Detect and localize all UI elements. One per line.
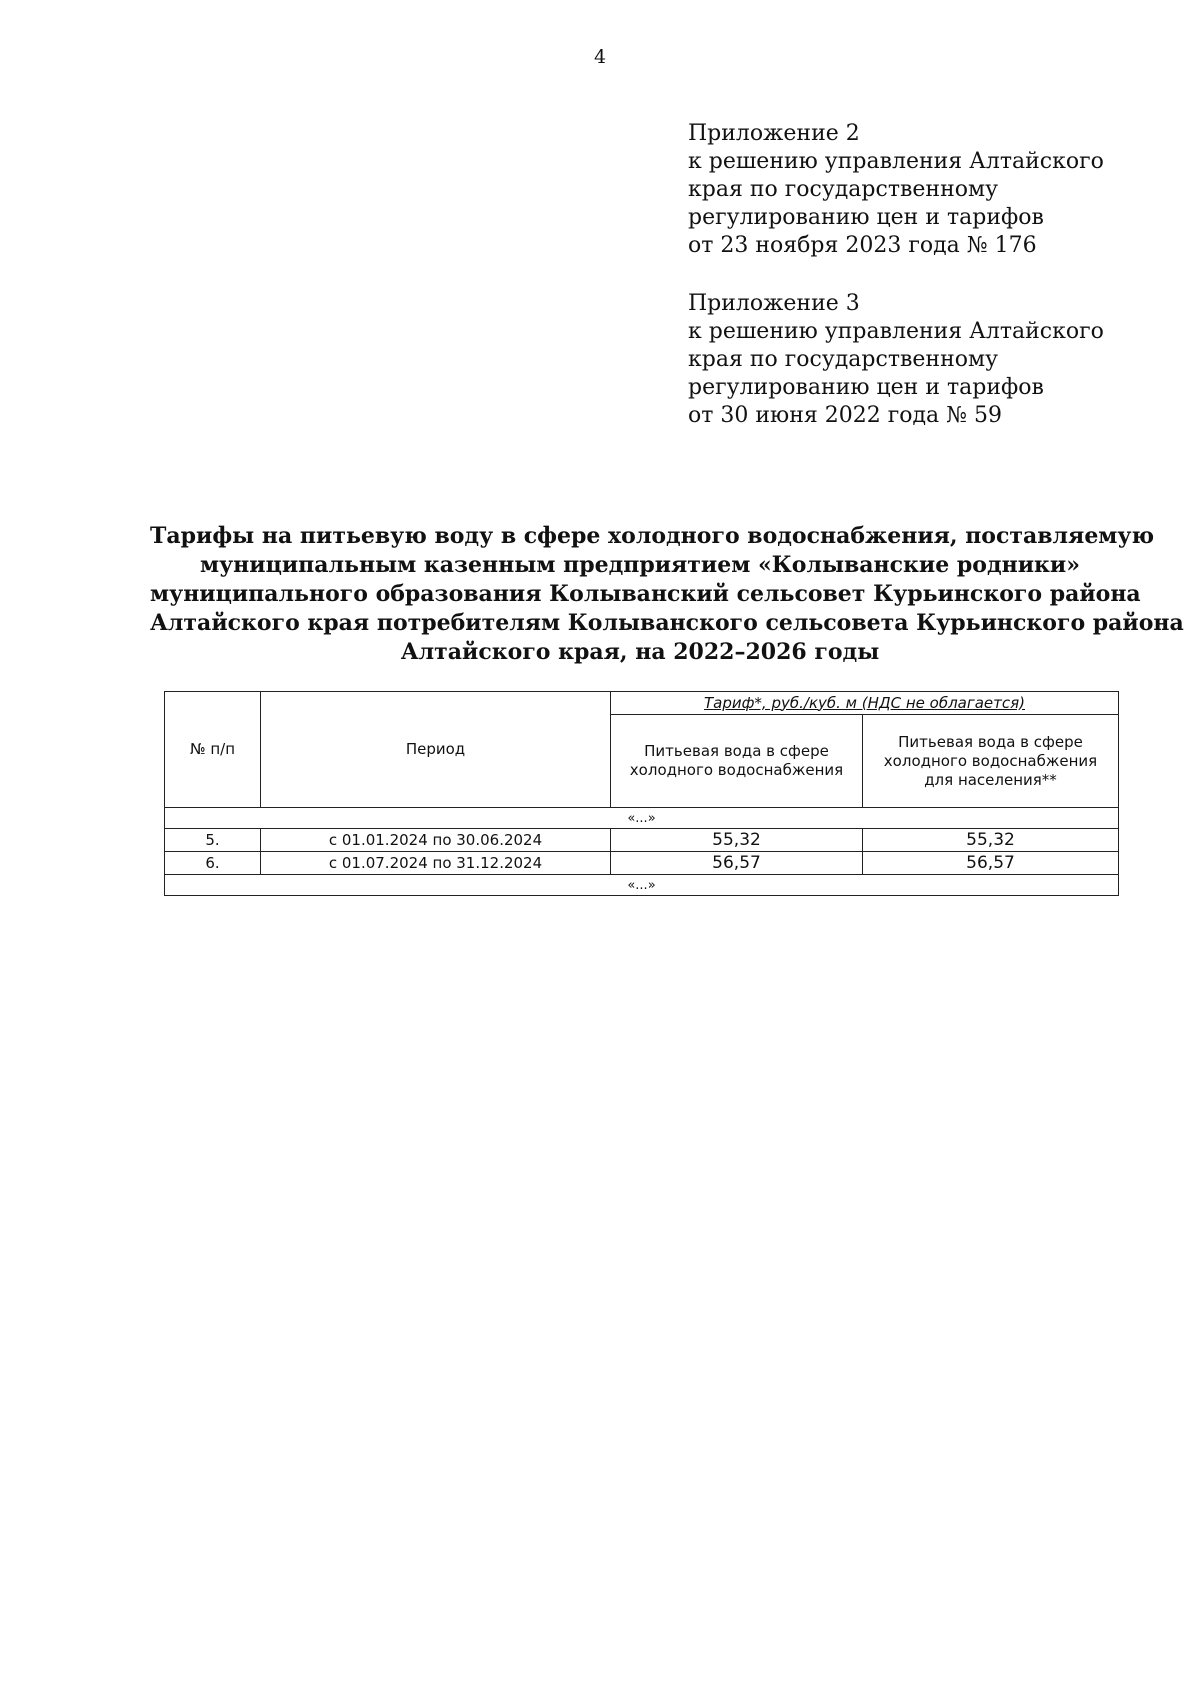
row-tariff2: 56,57 bbox=[863, 852, 1119, 875]
title-line: муниципальным казенным предприятием «Колыванские родники» bbox=[199, 552, 1081, 578]
table-header-row bbox=[165, 692, 1119, 715]
annex-2-header bbox=[688, 120, 1168, 260]
tariff-table bbox=[164, 691, 1119, 896]
ellipsis-row bbox=[165, 808, 1119, 829]
page-number: 4 bbox=[593, 46, 607, 68]
annex-3-header bbox=[688, 290, 1168, 430]
row-tariff2: 55,32 bbox=[863, 829, 1119, 852]
annex-date-line: от 23 ноября 2023 года № 176 bbox=[688, 233, 1037, 258]
annex-line: регулированию цен и тарифов bbox=[688, 375, 1044, 400]
header-period: Период bbox=[261, 692, 611, 808]
row-num: 5. bbox=[165, 829, 261, 852]
annex-title: Приложение 2 bbox=[688, 121, 860, 146]
table-row bbox=[165, 852, 1119, 875]
row-num: 6. bbox=[165, 852, 261, 875]
annex-title: Приложение 3 bbox=[688, 291, 860, 316]
header-tariff-col1: Питьевая вода в сфере холодного водоснабжения bbox=[611, 715, 863, 808]
annex-line: к решению управления Алтайского bbox=[688, 319, 1104, 344]
title-line: Алтайского края, на 2022–2026 годы bbox=[400, 639, 880, 665]
annex-date-line: от 30 июня 2022 года № 59 bbox=[688, 403, 1002, 428]
header-tariff-group bbox=[611, 692, 1119, 715]
document-title bbox=[150, 522, 1184, 667]
header-tariff-group-text: Тариф*, руб./куб. м (НДС не облагается) bbox=[703, 693, 1026, 712]
title-line: муниципального образования Колыванский сельсовет Курьинского района bbox=[150, 581, 1141, 607]
table-row bbox=[165, 829, 1119, 852]
annex-line: края по государственному bbox=[688, 177, 999, 202]
annex-line: края по государственному bbox=[688, 347, 999, 372]
ellipsis-cell: «...» bbox=[165, 875, 1119, 896]
ellipsis-cell: «...» bbox=[165, 808, 1119, 829]
title-line: Алтайского края потребителям Колыванского сельсовета Курьинского района bbox=[150, 610, 1184, 636]
header-num: № п/п bbox=[165, 692, 261, 808]
header-tariff-col2: Питьевая вода в сфере холодного водоснабжения для населения** bbox=[863, 715, 1119, 808]
row-period: с 01.01.2024 по 30.06.2024 bbox=[261, 829, 611, 852]
row-tariff1: 56,57 bbox=[611, 852, 863, 875]
row-period: с 01.07.2024 по 31.12.2024 bbox=[261, 852, 611, 875]
row-tariff1: 55,32 bbox=[611, 829, 863, 852]
annex-line: регулированию цен и тарифов bbox=[688, 205, 1044, 230]
annex-line: к решению управления Алтайского bbox=[688, 149, 1104, 174]
ellipsis-row bbox=[165, 875, 1119, 896]
title-line: Тарифы на питьевую воду в сфере холодного водоснабжения, поставляемую bbox=[150, 523, 1155, 549]
